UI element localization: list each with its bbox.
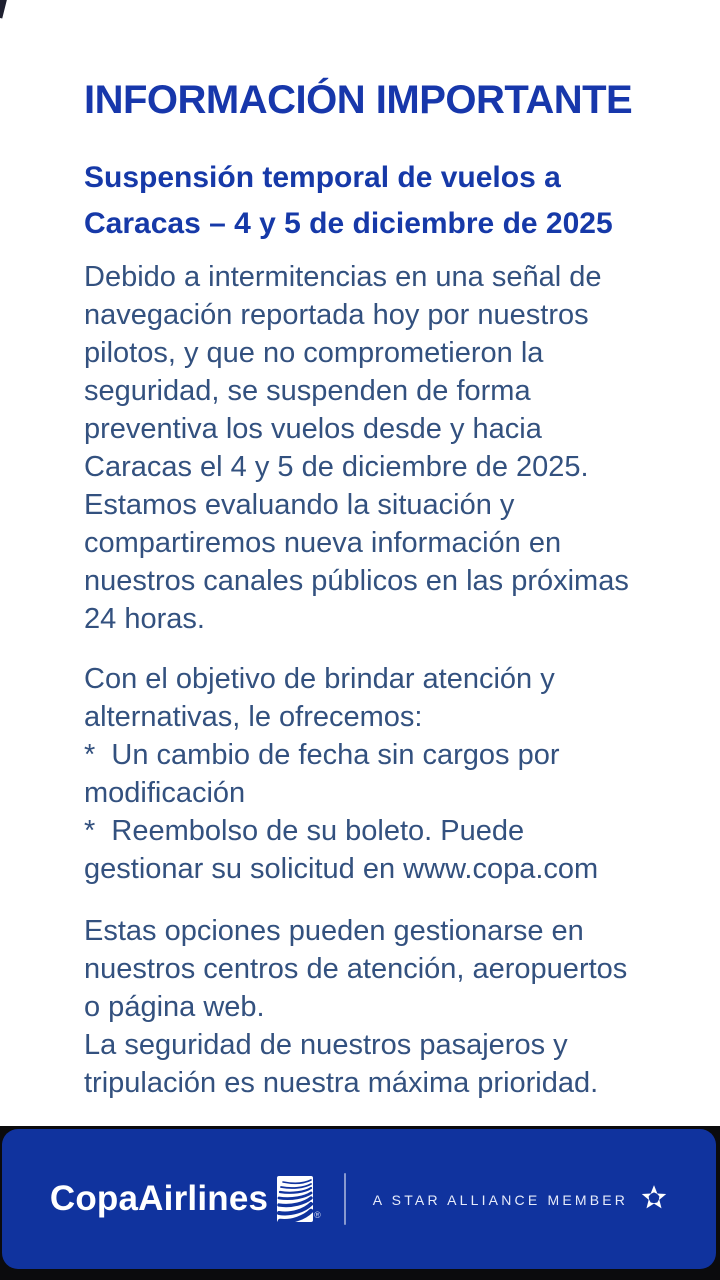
page-title: INFORMACIÓN IMPORTANTE <box>84 78 633 122</box>
corner-artifact <box>0 0 8 19</box>
text-line: navegación reportada hoy por nuestros <box>84 299 589 331</box>
text-line: Suspensión temporal de vuelos a <box>84 161 561 194</box>
text-line: nuestros centros de atención, aeropuertos <box>84 953 628 985</box>
footer-edge <box>0 1126 720 1280</box>
text-line: 24 horas. <box>84 603 205 635</box>
copa-airlines-wordmark: CopaAirlines <box>49 1179 269 1218</box>
footer-brand-bar <box>2 1129 716 1269</box>
text-line: * Reembolso de su boleto. Puede <box>84 815 525 847</box>
text-line: pilotos, y que no comprometieron la <box>84 337 544 369</box>
text-line: Con el objetivo de brindar atención y <box>84 663 555 695</box>
text-line: La seguridad de nuestros pasajeros y <box>84 1029 568 1061</box>
text-line: o página web. <box>84 991 265 1023</box>
paragraph-closing <box>84 912 680 1102</box>
copa-waves-logo-icon <box>277 1176 313 1227</box>
text-line: gestionar su solicitud en www.copa.com <box>84 853 599 885</box>
text-line: * Un cambio de fecha sin cargos por <box>84 739 560 771</box>
text-line: Caracas el 4 y 5 de diciembre de 2025. <box>84 451 589 483</box>
registered-trademark-symbol: ® <box>314 1210 321 1220</box>
paragraph-options <box>84 660 680 888</box>
text-line: Estas opciones pueden gestionarse en <box>84 915 584 947</box>
text-line: compartiremos nueva información en <box>84 527 562 559</box>
star-alliance-star-icon <box>640 1184 668 1217</box>
text-line: modificación <box>84 777 246 809</box>
text-line: nuestros canales públicos en las próximas <box>84 565 629 597</box>
text-line: preventiva los vuelos desde y hacia <box>84 413 542 445</box>
text-line: alternativas, le ofrecemos: <box>84 701 423 733</box>
text-line: Caracas – 4 y 5 de diciembre de 2025 <box>84 207 613 240</box>
footer-divider <box>344 1173 346 1225</box>
paragraph-suspension-details <box>84 258 680 638</box>
text-line: seguridad, se suspenden de forma <box>84 375 531 407</box>
text-line: Estamos evaluando la situación y <box>84 489 515 521</box>
text-line: tripulación es nuestra máxima prioridad. <box>84 1067 599 1099</box>
star-alliance-member-label: A STAR ALLIANCE MEMBER <box>372 1192 629 1208</box>
notice-subtitle <box>84 155 613 247</box>
text-line: Debido a intermitencias en una señal de <box>84 261 602 293</box>
